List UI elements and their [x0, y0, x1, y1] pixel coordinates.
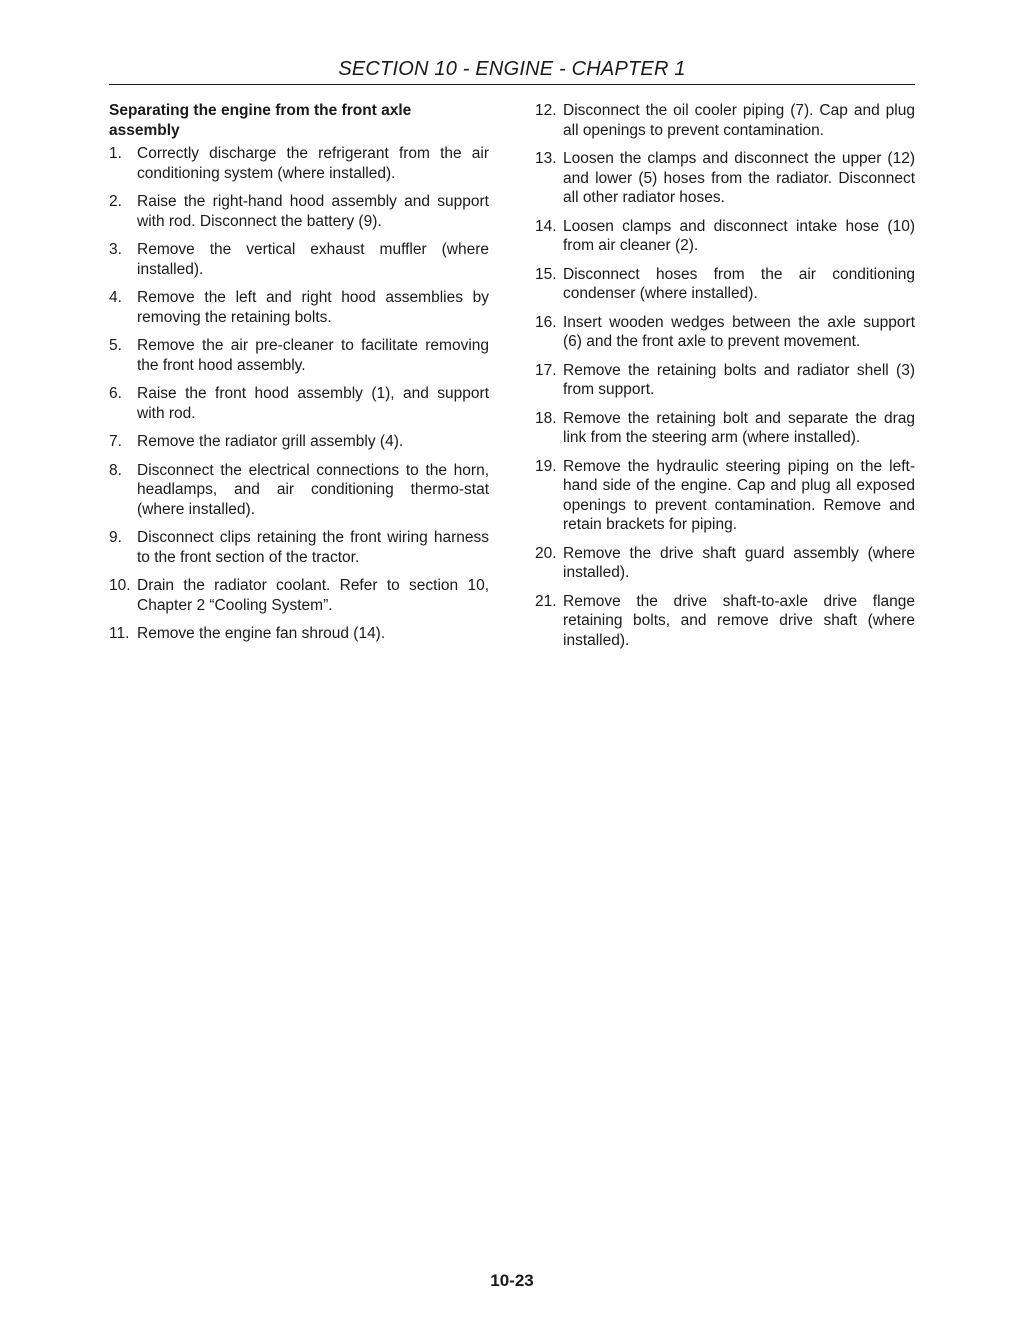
step-number: 7. [109, 433, 122, 450]
step-item [109, 528, 489, 567]
step-text: Remove the hydraulic steering piping on the left-hand side of the engine. Cap and plug all exposed openings to prevent contamination. Remove and retain brackets for piping. [563, 457, 915, 533]
step-text: Raise the front hood assembly (1), and support with rod. [137, 385, 489, 422]
step-item [535, 592, 915, 651]
step-number: 5. [109, 337, 122, 354]
header-divider [109, 84, 915, 85]
step-number: 2. [109, 193, 122, 210]
step-item [535, 313, 915, 352]
step-item [109, 288, 489, 327]
page-number: 10-23 [490, 1271, 534, 1290]
step-text: Remove the left and right hood assemblies by removing the retaining bolts. [137, 289, 489, 326]
step-text: Disconnect hoses from the air conditioning condenser (where installed). [563, 265, 915, 302]
step-item [535, 149, 915, 208]
step-number: 15. [535, 265, 557, 283]
step-number: 9. [109, 529, 122, 546]
step-text: Disconnect clips retaining the front wiring harness to the front section of the tractor. [137, 529, 489, 566]
step-item [535, 361, 915, 400]
step-number: 12. [535, 102, 557, 119]
step-text: Raise the right-hand hood assembly and support with rod. Disconnect the battery (9). [137, 193, 489, 230]
step-text: Remove the drive shaft-to-axle drive flange retaining bolts, and remove drive shaft (where installed). [563, 592, 915, 649]
step-item [109, 144, 489, 183]
step-text: Remove the retaining bolt and separate the drag link from the steering arm (where installed). [563, 409, 915, 446]
procedure-heading: Separating the engine from the front axle assembly [109, 102, 412, 139]
step-text: Disconnect the electrical connections to the horn, headlamps, and air conditioning thermo-stat (where installed). [137, 461, 489, 518]
step-number: 6. [109, 385, 122, 402]
step-number: 20. [535, 544, 557, 562]
step-item [109, 432, 489, 452]
step-text: Remove the air pre-cleaner to facilitate removing the front hood assembly. [137, 337, 489, 374]
step-item [535, 265, 915, 304]
step-number: 10. [109, 577, 131, 594]
step-number: 11. [109, 625, 130, 642]
step-text: Remove the retaining bolts and radiator shell (3) from support. [563, 361, 915, 398]
step-number: 4. [109, 289, 122, 306]
step-item [109, 192, 489, 231]
step-text: Remove the radiator grill assembly (4). [137, 433, 404, 450]
step-text: Correctly discharge the refrigerant from the air conditioning system (where installed). [137, 145, 489, 182]
step-text: Insert wooden wedges between the axle support (6) and the front axle to prevent movement. [563, 313, 915, 350]
section-header-title: SECTION 10 - ENGINE - CHAPTER 1 [338, 58, 686, 80]
step-number: 21. [535, 592, 557, 610]
step-item [109, 336, 489, 375]
step-text: Remove the engine fan shroud (14). [137, 625, 386, 642]
step-number: 1. [109, 145, 122, 162]
step-item [109, 240, 489, 279]
left-column [109, 101, 489, 653]
step-number: 14. [535, 217, 557, 235]
step-number: 3. [109, 241, 122, 258]
step-item [109, 576, 489, 615]
step-item [535, 409, 915, 448]
step-text: Loosen clamps and disconnect intake hose (10) from air cleaner (2). [563, 217, 915, 254]
right-column [535, 101, 915, 659]
step-text: Remove the drive shaft guard assembly (where installed). [563, 544, 915, 581]
step-text: Disconnect the oil cooler piping (7). Cap and plug all openings to prevent contamination. [563, 102, 915, 139]
step-item [109, 624, 489, 644]
step-text: Loosen the clamps and disconnect the upper (12) and lower (5) hoses from the radiator. Disconnect all other radiator hoses. [563, 150, 915, 206]
step-number: 13. [535, 150, 557, 167]
step-item [535, 217, 915, 256]
step-item [535, 457, 915, 535]
step-number: 19. [535, 457, 557, 475]
step-item [109, 384, 489, 423]
step-text: Drain the radiator coolant. Refer to section 10, Chapter 2 “Cooling System”. [137, 577, 489, 614]
step-item [109, 461, 489, 520]
step-text: Remove the vertical exhaust muffler (where installed). [137, 241, 489, 278]
step-number: 8. [109, 461, 122, 479]
step-number: 17. [535, 361, 557, 379]
step-number: 18. [535, 409, 557, 427]
step-item [535, 101, 915, 140]
step-number: 16. [535, 313, 557, 331]
step-item [535, 544, 915, 583]
